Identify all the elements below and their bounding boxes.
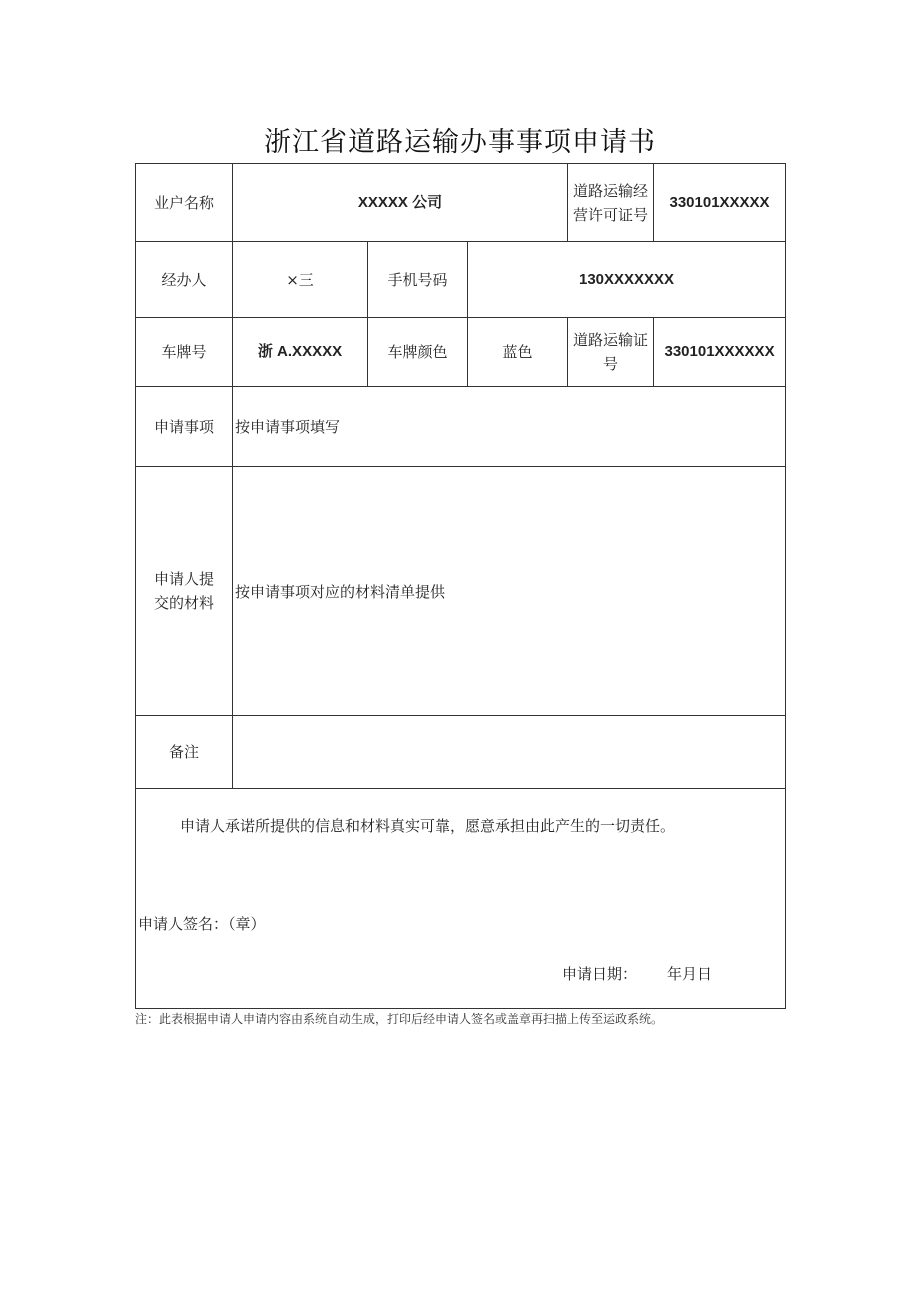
handler-value: ×三 (233, 242, 368, 318)
signature-label: 申请人签名：（章） (138, 915, 266, 933)
remarks-label: 备注 (136, 716, 233, 789)
date-value: 年月日 (667, 965, 713, 983)
row-declaration (136, 789, 786, 1009)
license-value: 330101XXXXX (654, 164, 786, 242)
declaration-text: 申请人承诺所提供的信息和材料真实可靠，愿意承担由此产生的一切责任。 (180, 817, 676, 835)
application-form-table (135, 163, 786, 1009)
plate-value: 浙 A.XXXXX (233, 318, 368, 387)
company-label: 业户名称 (136, 164, 233, 242)
plate-color-value: 蓝色 (468, 318, 568, 387)
date-label: 申请日期： (562, 965, 638, 983)
matter-value: 按申请事项填写 (233, 387, 786, 467)
row-matter (136, 387, 786, 467)
phone-label: 手机号码 (368, 242, 468, 318)
page-title: 浙江省道路运输办事事项申请书 (264, 127, 656, 158)
license-label: 道路运输经营许可证号 (568, 164, 654, 242)
declaration-cell (136, 789, 786, 1009)
row-handler (136, 242, 786, 318)
plate-color-label: 车牌颜色 (368, 318, 468, 387)
row-materials (136, 467, 786, 716)
transport-cert-value: 330101XXXXXX (654, 318, 786, 387)
phone-value: 130XXXXXXX (468, 242, 786, 318)
materials-label: 申请人提交的材料 (136, 467, 233, 716)
application-date (562, 963, 712, 984)
transport-cert-label: 道路运输证号 (568, 318, 654, 387)
remarks-value (233, 716, 786, 789)
row-plate (136, 318, 786, 387)
row-company (136, 164, 786, 242)
plate-label: 车牌号 (136, 318, 233, 387)
materials-value: 按申请事项对应的材料清单提供 (233, 467, 786, 716)
matter-label: 申请事项 (136, 387, 233, 467)
row-remarks (136, 716, 786, 789)
company-value: XXXXX 公司 (233, 164, 568, 242)
footnote: 注：此表根据申请人申请内容由系统自动生成，打印后经申请人签名或盖章再扫描上传至运政系统。 (135, 1012, 664, 1026)
handler-label: 经办人 (136, 242, 233, 318)
